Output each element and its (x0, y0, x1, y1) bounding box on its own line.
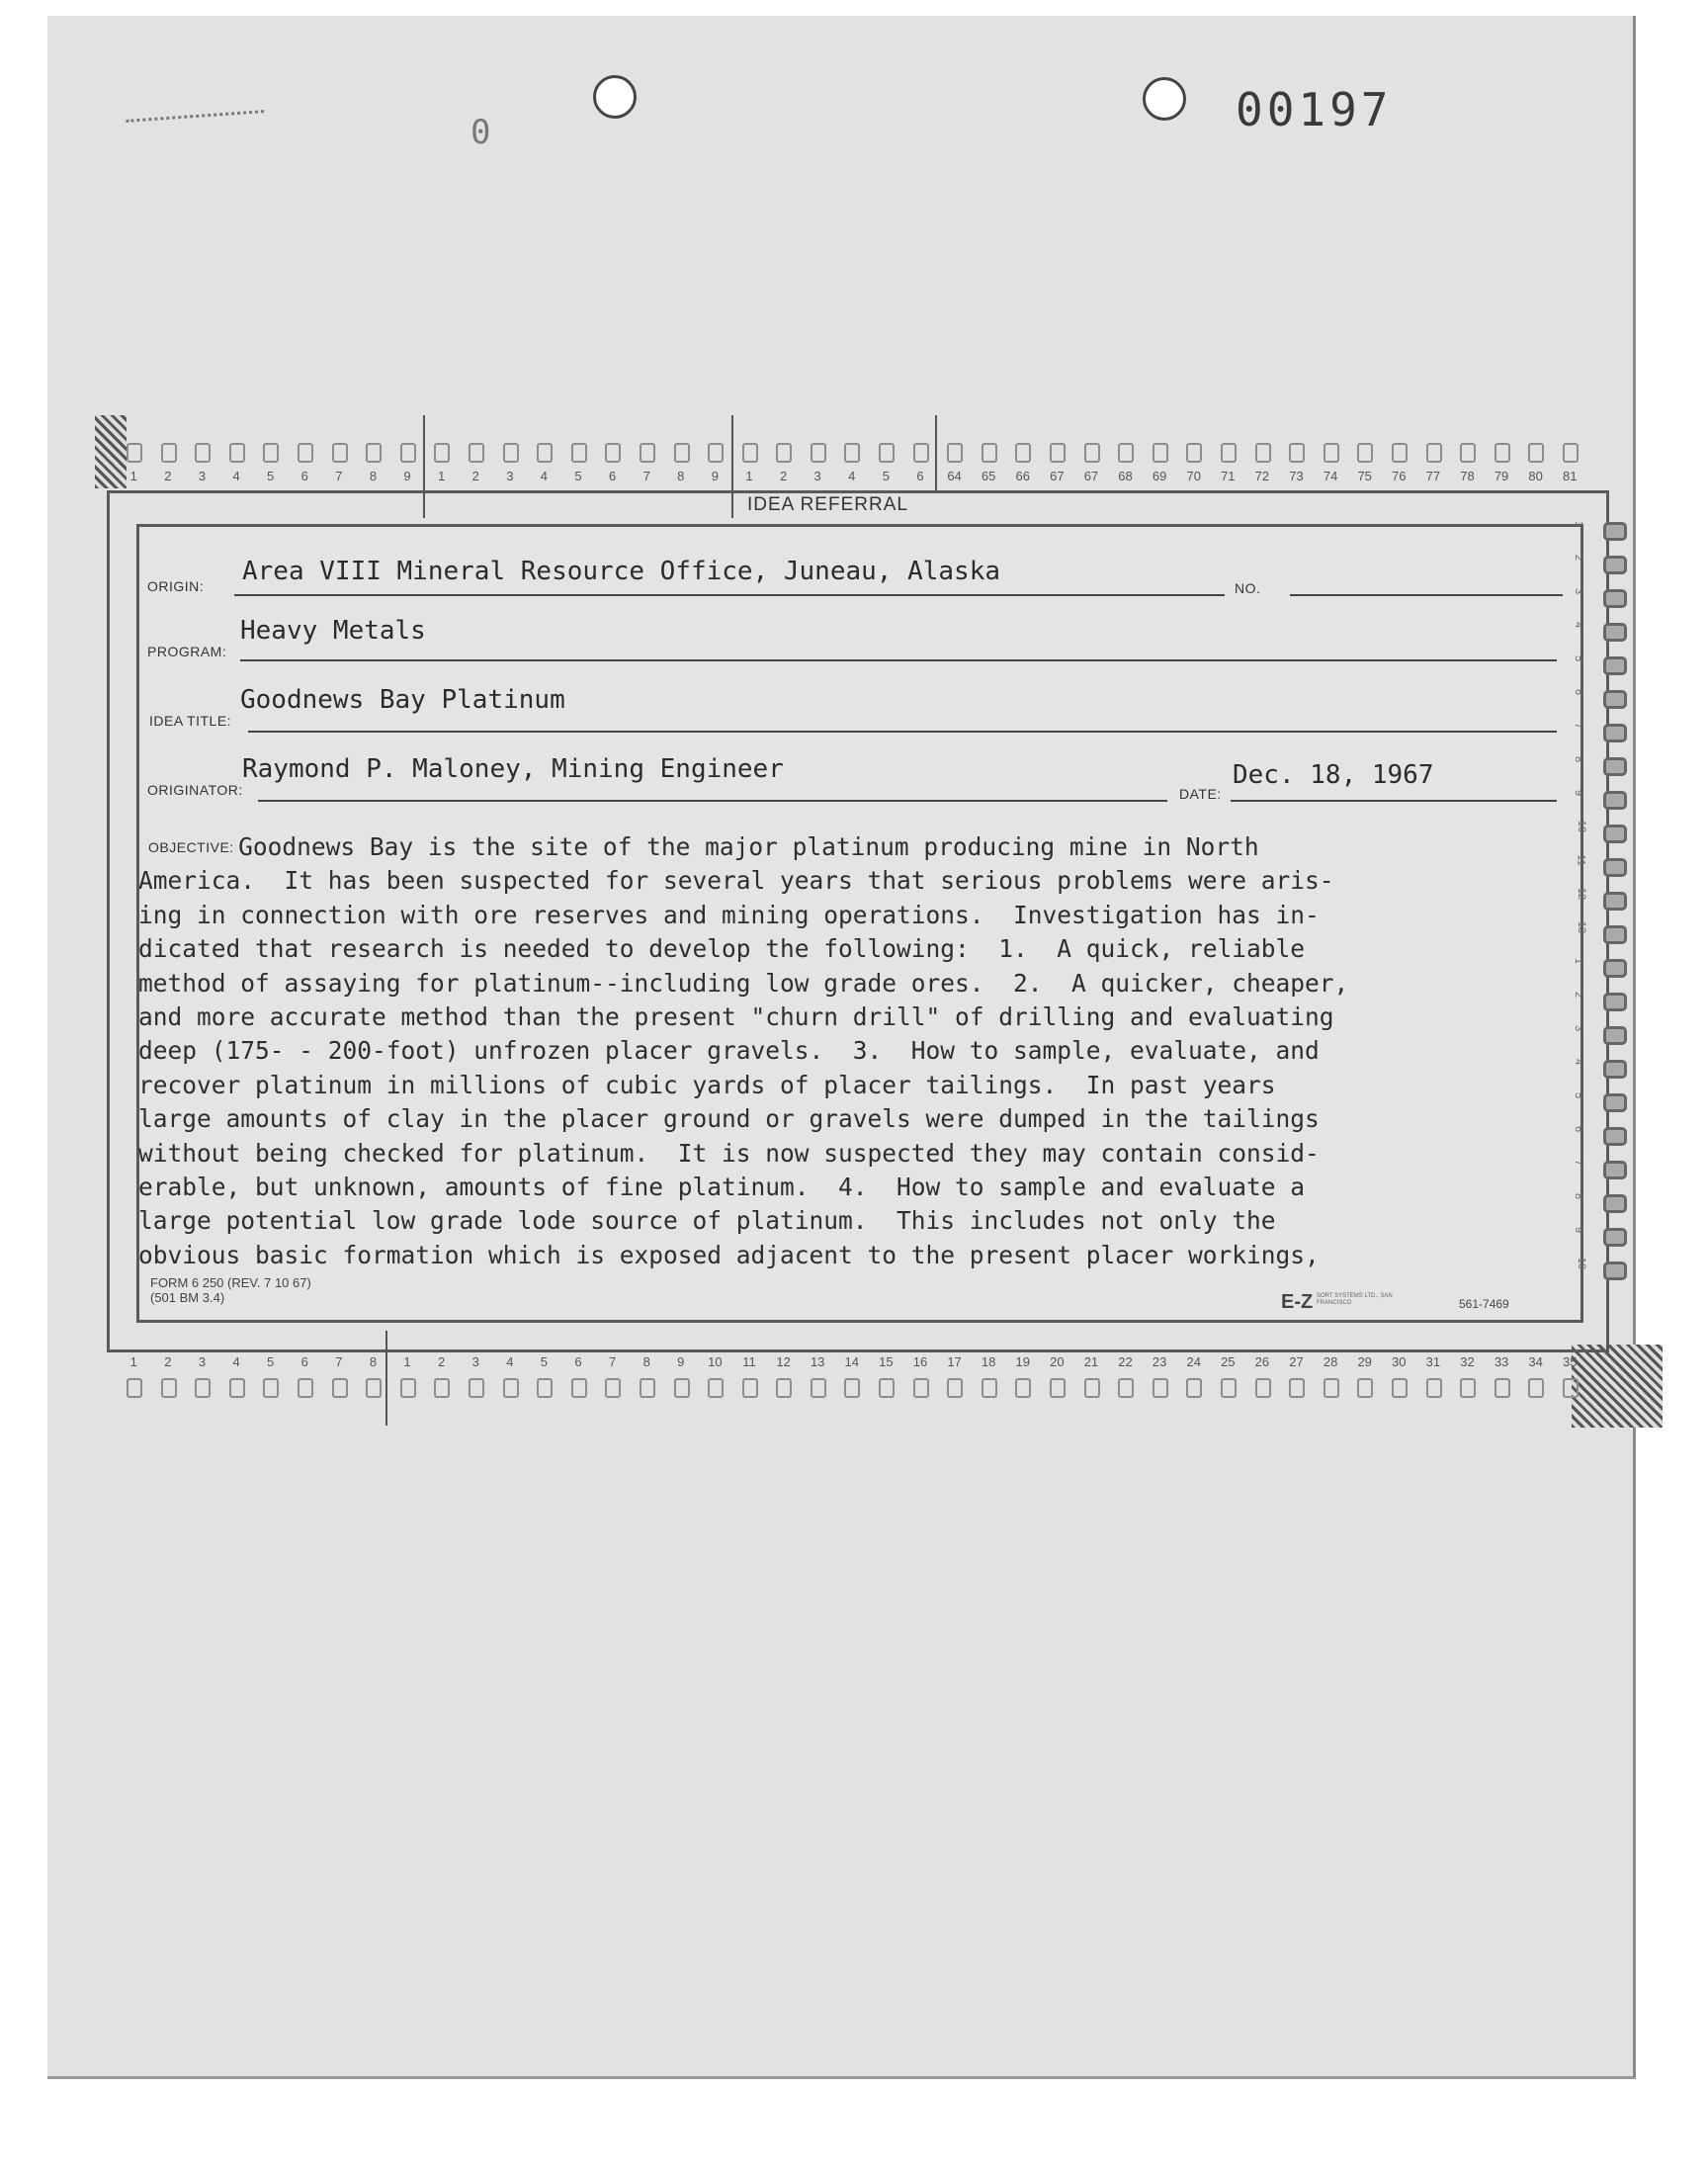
punch-number: 1 (1573, 957, 1585, 965)
punch-number: 2 (151, 1350, 186, 1384)
punch-number: 6 (288, 465, 322, 498)
punch-slot (1573, 1153, 1627, 1186)
punch-number: 25 (1211, 1350, 1245, 1384)
objective-line-text: Goodnews Bay is the site of the major platinum producing mine in North (238, 832, 1259, 861)
punch-number: 6 (595, 465, 630, 498)
punch-number: 6 (288, 1350, 322, 1384)
originator-value: Raymond P. Maloney, Mining Engineer (242, 754, 784, 784)
right-punch-column (1573, 514, 1627, 1287)
punch-number: 26 (1245, 1350, 1280, 1384)
punch-slot (1573, 581, 1627, 615)
objective-line (138, 830, 1581, 864)
handwritten-mark (126, 110, 265, 144)
punch-number: 10 (1576, 820, 1588, 833)
punch-slot (1573, 1220, 1627, 1254)
punch-number: 2 (766, 465, 801, 498)
document-page (47, 16, 1636, 2079)
punch-number: 5 (253, 1350, 288, 1384)
punch-number: 68 (1108, 465, 1143, 498)
objective-line-text: ing in connection with ore reserves and mining operations. Investigation has in- (138, 900, 1320, 929)
punch-number: 3 (801, 465, 835, 498)
objective-line (138, 967, 1581, 1000)
punch-number: 3 (185, 465, 219, 498)
objective-line-text: dicated that research is needed to develop the following: 1. A quick, reliable (138, 934, 1306, 964)
program-label: PROGRAM: (147, 644, 227, 659)
punch-number: 30 (1382, 1350, 1416, 1384)
punch-slot (1573, 749, 1627, 783)
punch-number: 67 (1074, 465, 1109, 498)
punch-number: 18 (972, 1350, 1006, 1384)
punch-slot (1573, 1186, 1627, 1220)
punch-number: 3 (185, 1350, 219, 1384)
punch-number: 1 (1573, 520, 1585, 528)
date-line (1231, 800, 1557, 802)
punch-number: 32 (1450, 1350, 1485, 1384)
punch-number: 72 (1245, 465, 1280, 498)
punch-number: 10 (698, 1350, 732, 1384)
punch-number: 67 (1040, 465, 1074, 498)
objective-line (138, 1102, 1581, 1136)
punch-number: 8 (356, 465, 390, 498)
punch-number: 33 (1485, 1350, 1519, 1384)
punch-number: 73 (1279, 465, 1314, 498)
punch-slot (1573, 615, 1627, 649)
objective-line-text: obvious basic formation which is exposed adjacent to the present placer workings, (138, 1240, 1320, 1269)
punch-number: 75 (1347, 465, 1382, 498)
punch-slot (1573, 1018, 1627, 1052)
punch-number: 24 (1176, 1350, 1211, 1384)
objective-line (138, 1000, 1581, 1034)
punch-number: 4 (493, 1350, 528, 1384)
punch-number: 10 (1576, 1257, 1588, 1270)
punch-number: 4 (527, 465, 561, 498)
punch-number: 7 (322, 465, 357, 498)
punch-number: 8 (630, 1350, 664, 1384)
punch-number: 9 (698, 465, 732, 498)
punch-slot (1573, 783, 1627, 817)
program-line (240, 659, 1557, 661)
objective-line-text: large potential low grade lode source of platinum. This includes not only the (138, 1206, 1276, 1236)
punch-number: 6 (1573, 688, 1585, 696)
punch-number: 6 (903, 465, 938, 498)
punch-number: 9 (664, 1350, 699, 1384)
punch-number: 2 (1573, 554, 1585, 562)
bottom-punch-row (117, 1350, 1587, 1384)
objective-line-text: recover platinum in millions of cubic yards of placer tailings. In past years (138, 1070, 1276, 1099)
objective-line (138, 864, 1581, 898)
punch-number: 7 (595, 1350, 630, 1384)
date-label: DATE: (1179, 786, 1222, 802)
punch-number: 76 (1382, 465, 1416, 498)
punch-number: 81 (1553, 465, 1587, 498)
corner-hatch (95, 415, 127, 488)
punch-number: 7 (630, 465, 664, 498)
origin-label: ORIGIN: (147, 578, 205, 594)
punch-number: 12 (1576, 887, 1588, 901)
punch-number: 2 (424, 1350, 459, 1384)
idea-title-label: IDEA TITLE: (149, 713, 232, 729)
punch-slot (1573, 649, 1627, 682)
punch-slot (1576, 817, 1627, 850)
punch-number: 20 (1040, 1350, 1074, 1384)
punch-number: 6 (1573, 1125, 1585, 1133)
objective-line-text: and more accurate method than the present "churn drill" of drilling and evaluating (138, 1002, 1334, 1032)
punch-number: 9 (390, 465, 425, 498)
punch-slot (1573, 548, 1627, 581)
form-note (150, 1275, 311, 1305)
punch-number: 80 (1518, 465, 1553, 498)
idea-referral-card (95, 415, 1627, 1428)
punch-slot (1573, 682, 1627, 716)
objective-line-text: large amounts of clay in the placer ground or gravels were dumped in the tailings (138, 1104, 1320, 1134)
originator-label: ORIGINATOR: (147, 782, 243, 798)
objective-line (138, 1137, 1581, 1171)
objective-line-text: without being checked for platinum. It is now suspected they may contain consid- (138, 1138, 1320, 1168)
punch-hole (593, 75, 637, 119)
punch-number: 2 (459, 465, 493, 498)
originator-line (258, 800, 1167, 802)
punch-slot (1576, 1254, 1627, 1287)
punch-number: 16 (903, 1350, 938, 1384)
punch-number: 11 (732, 1350, 767, 1384)
punch-number: 17 (937, 1350, 972, 1384)
punch-number: 5 (561, 465, 596, 498)
punch-number: 31 (1416, 1350, 1451, 1384)
punch-number: 77 (1416, 465, 1451, 498)
punch-slot (1575, 850, 1627, 884)
origin-value: Area VIII Mineral Resource Office, Juneau, Alaska (242, 557, 1001, 586)
punch-number: 4 (219, 1350, 254, 1384)
date-value: Dec. 18, 1967 (1233, 760, 1434, 790)
objective-line-text: America. It has been suspected for several years that serious problems were aris- (138, 866, 1334, 896)
punch-number: 3 (1573, 1024, 1585, 1032)
punch-number: 19 (1005, 1350, 1040, 1384)
punch-number: 11 (1575, 854, 1587, 866)
objective-line (138, 1171, 1581, 1204)
punch-number: 7 (1573, 1159, 1585, 1167)
objective-line (138, 1034, 1581, 1068)
punch-number: 8 (664, 465, 699, 498)
objective-line (138, 899, 1581, 932)
punch-number: 12 (766, 1350, 801, 1384)
punch-number: 8 (1573, 1192, 1585, 1200)
document-number: 00197 (1236, 83, 1393, 136)
no-line (1290, 594, 1563, 596)
objective-line-text: deep (175- - 200-foot) unfrozen placer gravels. 3. How to sample, evaluate, and (138, 1036, 1320, 1066)
printer-number: 561-7469 (1459, 1297, 1509, 1311)
punch-number: 5 (1573, 654, 1585, 662)
punch-number: 7 (1573, 722, 1585, 730)
punch-slot (1573, 716, 1627, 749)
punch-number: 3 (1573, 587, 1585, 595)
punch-slot (1573, 951, 1627, 985)
origin-line (234, 594, 1225, 596)
punch-number: 5 (869, 465, 903, 498)
punch-number: 22 (1108, 1350, 1143, 1384)
punch-number: 66 (1005, 465, 1040, 498)
punch-slot (1573, 514, 1627, 548)
punch-number: 70 (1176, 465, 1211, 498)
punch-number: 13 (1576, 920, 1588, 934)
objective-line-text: method of assaying for platinum--including low grade ores. 2. A quicker, cheaper, (138, 968, 1349, 998)
form-reference: (501 BM 3.4) (150, 1290, 225, 1305)
punch-number: 21 (1074, 1350, 1109, 1384)
punch-slot (1573, 1119, 1627, 1153)
objective-line (138, 1204, 1581, 1238)
punch-number: 1 (117, 1350, 151, 1384)
punch-number: 1 (117, 465, 151, 498)
punch-number: 14 (834, 1350, 869, 1384)
punch-number: 6 (561, 1350, 596, 1384)
punch-number: 7 (322, 1350, 357, 1384)
divider (731, 415, 733, 518)
objective-label: OBJECTIVE: (148, 839, 239, 855)
punch-slot (1573, 1086, 1627, 1119)
punch-number: 4 (1573, 1058, 1585, 1066)
idea-title-value: Goodnews Bay Platinum (240, 685, 565, 715)
punch-number: 5 (527, 1350, 561, 1384)
punch-number: 79 (1485, 465, 1519, 498)
punch-number: 65 (972, 465, 1006, 498)
printer-logo: E-Z (1281, 1291, 1314, 1313)
punch-number: 4 (219, 465, 254, 498)
punch-number: 74 (1314, 465, 1348, 498)
punch-number: 4 (1573, 621, 1585, 629)
punch-number: 8 (1573, 755, 1585, 763)
punch-number: 15 (869, 1350, 903, 1384)
objective-line (138, 932, 1581, 966)
divider (935, 415, 937, 490)
punch-number: 9 (1573, 789, 1585, 797)
punch-number: 28 (1314, 1350, 1348, 1384)
punch-number: 23 (1143, 1350, 1177, 1384)
punch-number: 1 (424, 465, 459, 498)
objective-line (138, 1069, 1581, 1102)
program-value: Heavy Metals (240, 616, 426, 646)
punch-number: 8 (356, 1350, 390, 1384)
card-title: IDEA REFERRAL (747, 494, 908, 515)
form-number: FORM 6 250 (REV. 7 10 67) (150, 1275, 311, 1290)
punch-number: 35 (1553, 1350, 1587, 1384)
punch-number: 71 (1211, 465, 1245, 498)
punch-number: 5 (1573, 1091, 1585, 1099)
objective-line (138, 1239, 1581, 1272)
punch-slot (1573, 1052, 1627, 1086)
punch-number: 78 (1450, 465, 1485, 498)
punch-number: 4 (834, 465, 869, 498)
punch-slot (1576, 884, 1627, 917)
idea-title-line (248, 731, 1557, 733)
punch-number: 1 (390, 1350, 425, 1384)
objective-line-text: erable, but unknown, amounts of fine platinum. 4. How to sample and evaluate a (138, 1173, 1306, 1202)
objective-section (138, 830, 1581, 1272)
punch-number: 5 (253, 465, 288, 498)
no-label: NO. (1235, 580, 1261, 596)
printer-text: SORT SYSTEMS LTD., SAN FRANCISCO (1317, 1293, 1393, 1306)
divider (423, 415, 425, 518)
punch-number: 69 (1143, 465, 1177, 498)
punch-hole (1143, 77, 1186, 121)
handwritten-zero: 0 (470, 113, 491, 152)
punch-number: 13 (801, 1350, 835, 1384)
objective-lines (138, 830, 1581, 1272)
punch-number: 3 (493, 465, 528, 498)
punch-slot (1573, 985, 1627, 1018)
punch-number: 27 (1279, 1350, 1314, 1384)
punch-number: 64 (937, 465, 972, 498)
punch-number: 2 (151, 465, 186, 498)
punch-number: 1 (732, 465, 767, 498)
punch-number: 34 (1518, 1350, 1553, 1384)
punch-number: 2 (1573, 991, 1585, 999)
punch-slot (1576, 917, 1627, 951)
punch-number: 9 (1573, 1226, 1585, 1234)
punch-number: 29 (1347, 1350, 1382, 1384)
punch-number: 3 (459, 1350, 493, 1384)
